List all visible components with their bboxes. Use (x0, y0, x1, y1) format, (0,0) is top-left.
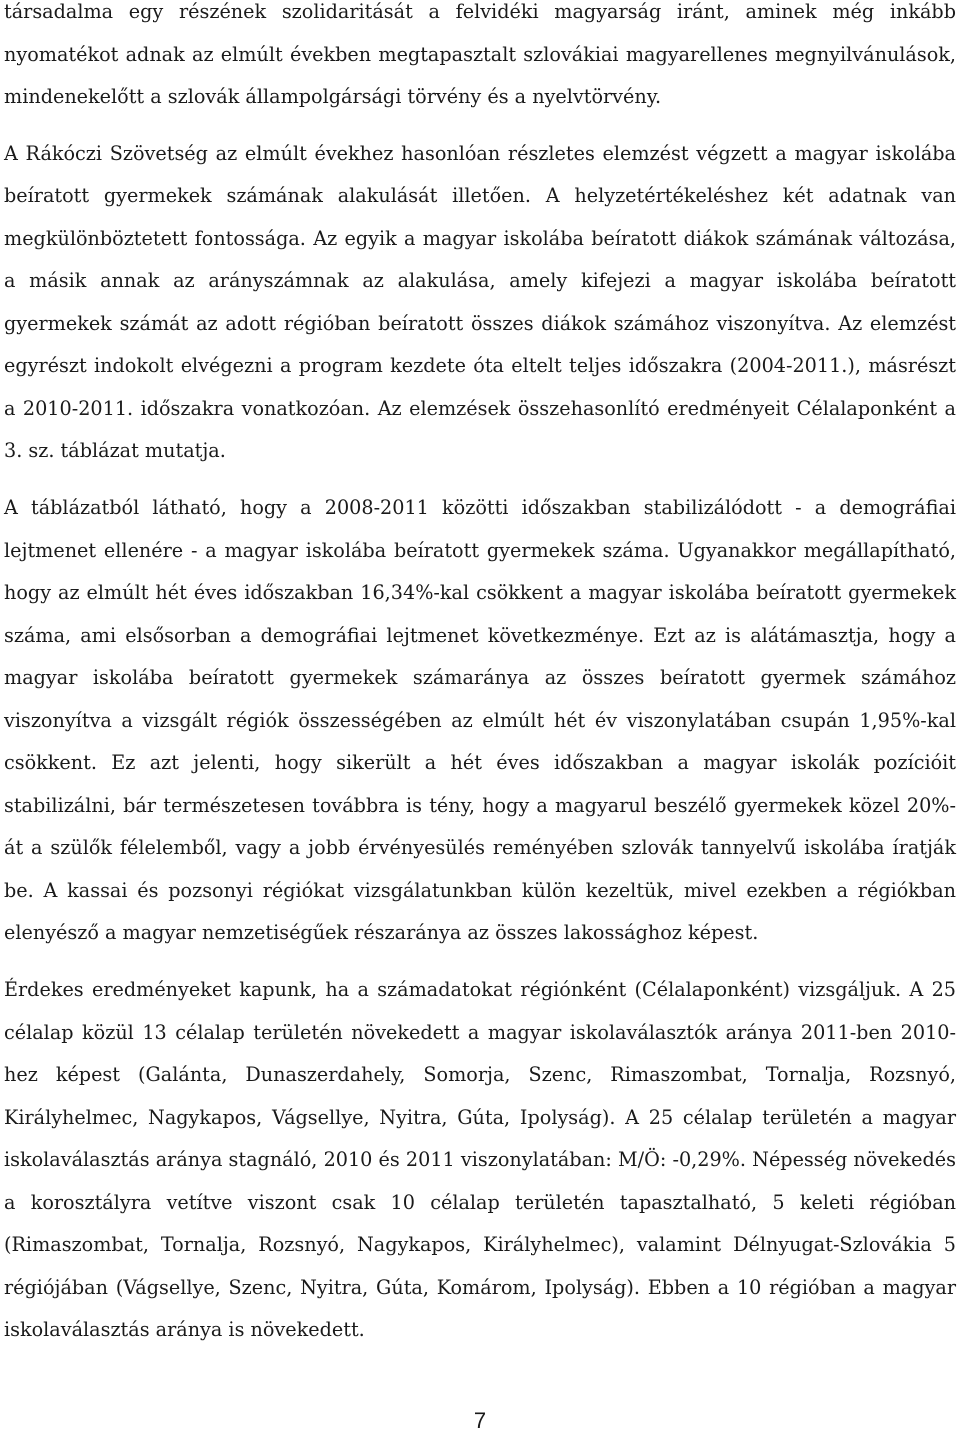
paragraph-3: A táblázatból látható, hogy a 2008-2011 közötti időszakban stabilizálódott - a demográfiai lejtmenet ellenére - a magyar iskolába beíratott gyermekek száma. Ugyanakkor megállapítható, hogy az elmúlt hét éves időszakban 16,34%-kal csökkent a magyar iskolába beíratott gyermekek száma, ami elsősorban a demográfiai lejtmenet következménye. Ezt az is alátámasztja, hogy a magyar iskolába beíratott gyermekek számaránya az összes beíratott gyermek számához viszonyítva a vizsgált régiók összességében az elmúlt hét év viszonylatában csupán 1,95%-kal csökkent. Ez azt jelenti, hogy sikerült a hét éves időszakban a magyar iskolák pozícióit stabilizálni, bár természetesen továbbra is tény, hogy a magyarul beszélő gyermekek közel 20%-át a szülők félelemből, vagy a jobb érvényesülés reményében szlovák tannyelvű iskolába íratják be. A kassai és pozsonyi régiókat vizsgálatunkban külön kezeltük, mivel ezekben a régiókban elenyésző a magyar nemzetiségűek részaránya az összes lakossághoz képest. (4, 496, 956, 945)
paragraph-2: A Rákóczi Szövetség az elmúlt évekhez hasonlóan részletes elemzést végzett a magyar iskolába beíratott gyermekek számának alakulását illetően. A helyzetértékeléshez két adatnak van megkülönböztetett fontossága. Az egyik a magyar iskolába beíratott diákok számának változása, a másik annak az arányszámnak az alakulása, amely kifejezi a magyar iskolába beíratott gyermekek számát az adott régióban beíratott összes diákok számához viszonyítva. Az elemzést egyrészt indokolt elvégezni a program kezdete óta eltelt teljes időszakra (2004-2011.), másrészt a 2010-2011. időszakra vonatkozóan. Az elemzések összehasonlító eredményeit Célalaponként a 3. sz. táblázat mutatja. (4, 141, 956, 463)
document-page (4, 0, 956, 1352)
page-number: 7 (473, 1408, 487, 1433)
paragraph-4: Érdekes eredményeket kapunk, ha a számadatokat régiónként (Célalaponként) vizsgáljuk. A 25 célalap közül 13 célalap területén növekedett a magyar iskolaválasztók aránya 2011-ben 2010-hez képest (Galánta, Dunaszerdahely, Somorja, Szenc, Rimaszombat, Tornalja, Rozsnyó, Királyhelmec, Nagykapos, Vágsellye, Nyitra, Gúta, Ipolyság). A 25 célalap területén a magyar iskolaválasztás aránya stagnáló, 2010 és 2011 viszonylatában: M/Ö: -0,29%. Népesség növekedés a korosztályra vetítve viszont csak 10 célalap területén tapasztalható, 5 keleti régióban (Rimaszombat, Tornalja, Rozsnyó, Nagykapos, Királyhelmec), valamint Délnyugat-Szlovákia 5 régiójában (Vágsellye, Szenc, Nyitra, Gúta, Komárom, Ipolyság). Ebben a 10 régióban a magyar iskolaválasztás aránya is növekedett. (4, 978, 956, 1342)
paragraph-1: társadalma egy részének szolidaritását a felvidéki magyarság iránt, aminek még inkább nyomatékot adnak az elmúlt években megtapasztalt szlovákiai magyarellenes megnyilvánulások, mindenekelőtt a szlovák állampolgársági törvény és a nyelvtörvény. (4, 0, 956, 109)
